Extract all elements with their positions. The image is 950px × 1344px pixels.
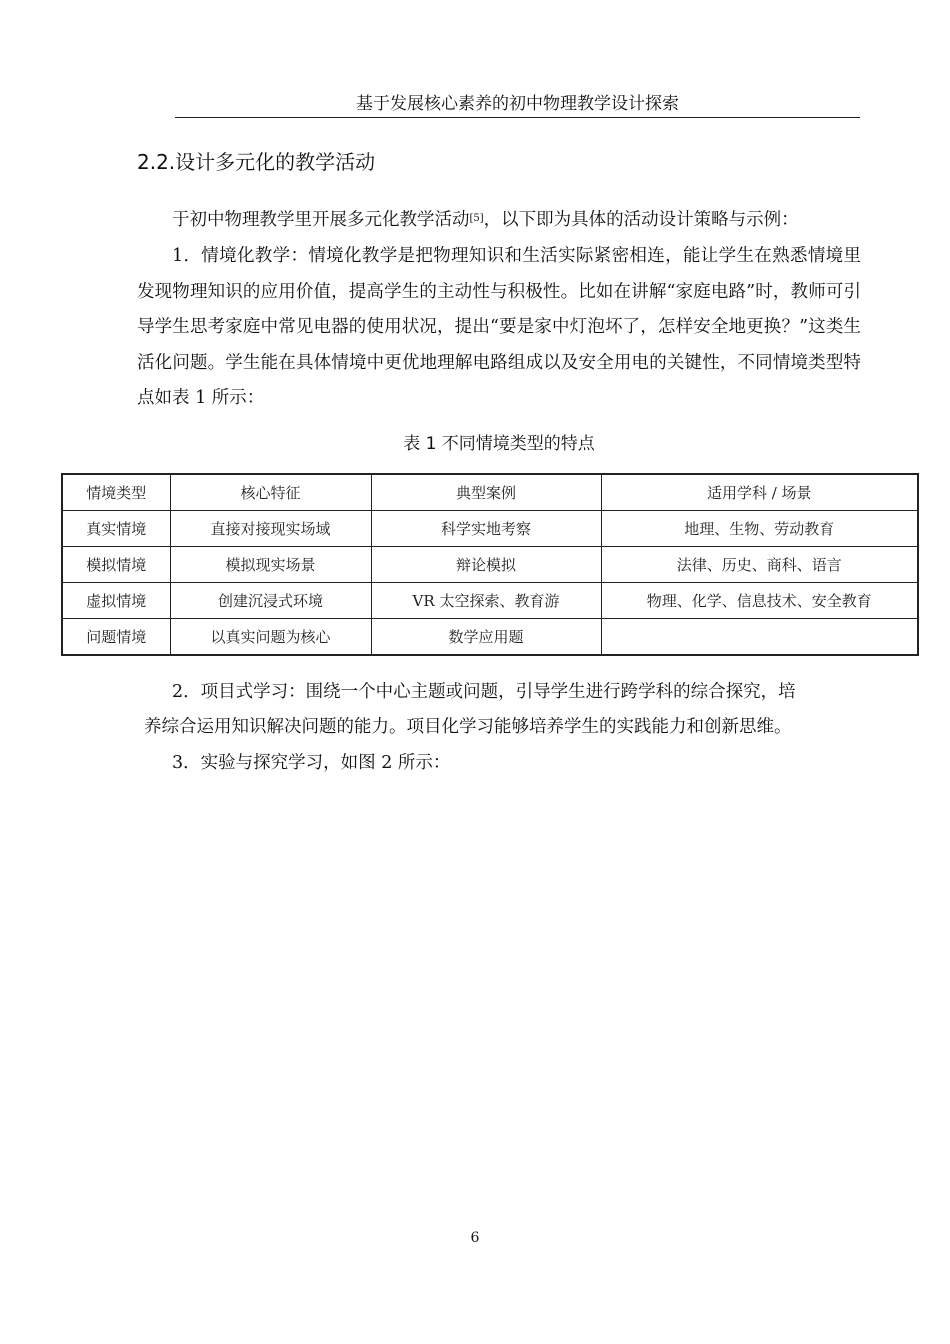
header-rule <box>175 117 860 118</box>
table-cell: 科学实地考察 <box>371 511 601 547</box>
intro-text-continued: ，以下即为具体的活动设计策略与示例： <box>483 210 799 230</box>
table-cell: 真实情境 <box>62 511 170 547</box>
item-3-paragraph: 3．实验与探究学习，如图 2 所示： <box>172 753 451 773</box>
intro-paragraph <box>137 203 861 239</box>
item-2-paragraph-line-2: 养综合运用知识解决问题的能力。项目化学习能够培养学生的实践能力和创新思维。 <box>144 717 792 737</box>
table-caption: 表 1 不同情境类型的特点 <box>403 434 595 454</box>
table-cell: 法律、历史、商科、语言 <box>601 547 918 583</box>
table-cell: 创建沉浸式环境 <box>170 583 371 619</box>
table-row <box>62 583 918 619</box>
table-cell: 问题情境 <box>62 619 170 656</box>
item-2-paragraph-line-1: 2．项目式学习：围绕一个中心主题或问题，引导学生进行跨学科的综合探究，培 <box>172 682 796 702</box>
table-cell: 直接对接现实场域 <box>170 511 371 547</box>
table-cell: 以真实问题为核心 <box>170 619 371 656</box>
intro-text: 于初中物理教学里开展多元化教学活动 <box>172 210 470 230</box>
table-row <box>62 619 918 656</box>
item-1-paragraph: 1．情境化教学：情境化教学是把物理知识和生活实际紧密相连，能让学生在熟悉情境里发现物理知识的应用价值，提高学生的主动性与积极性。比如在讲解“家庭电路”时，教师可引导学生思考家庭中常见电器的使用状况，提出“要是家中灯泡坏了，怎样安全地更换？”这类生活化问题。学生能在具体情境中更优地理解电路组成以及安全用电的关键性，不同情境类型特点如表 1 所示： <box>137 246 861 408</box>
section-heading: 2.2.设计多元化的教学活动 <box>137 150 376 174</box>
table-cell: VR 太空探索、教育游 <box>371 583 601 619</box>
table-header-row <box>62 474 918 511</box>
table-cell: 辩论模拟 <box>371 547 601 583</box>
table-cell: 数学应用题 <box>371 619 601 656</box>
table-row <box>62 511 918 547</box>
running-header-title: 基于发展核心素养的初中物理教学设计探索 <box>356 94 679 114</box>
table-cell: 物理、化学、信息技术、安全教育 <box>601 583 918 619</box>
table-cell: 地理、生物、劳动教育 <box>601 511 918 547</box>
page-number: 6 <box>470 1230 480 1246</box>
table-header-cell: 情境类型 <box>62 474 170 511</box>
table-cell <box>601 619 918 656</box>
table-row <box>62 547 918 583</box>
table-header-cell: 典型案例 <box>371 474 601 511</box>
table-cell: 模拟情境 <box>62 547 170 583</box>
table-cell: 模拟现实场景 <box>170 547 371 583</box>
citation-reference[interactable]: [5] <box>469 213 484 224</box>
table-header-cell: 核心特征 <box>170 474 371 511</box>
situation-types-table <box>61 473 919 656</box>
table-cell: 虚拟情境 <box>62 583 170 619</box>
table-header-cell: 适用学科 / 场景 <box>601 474 918 511</box>
